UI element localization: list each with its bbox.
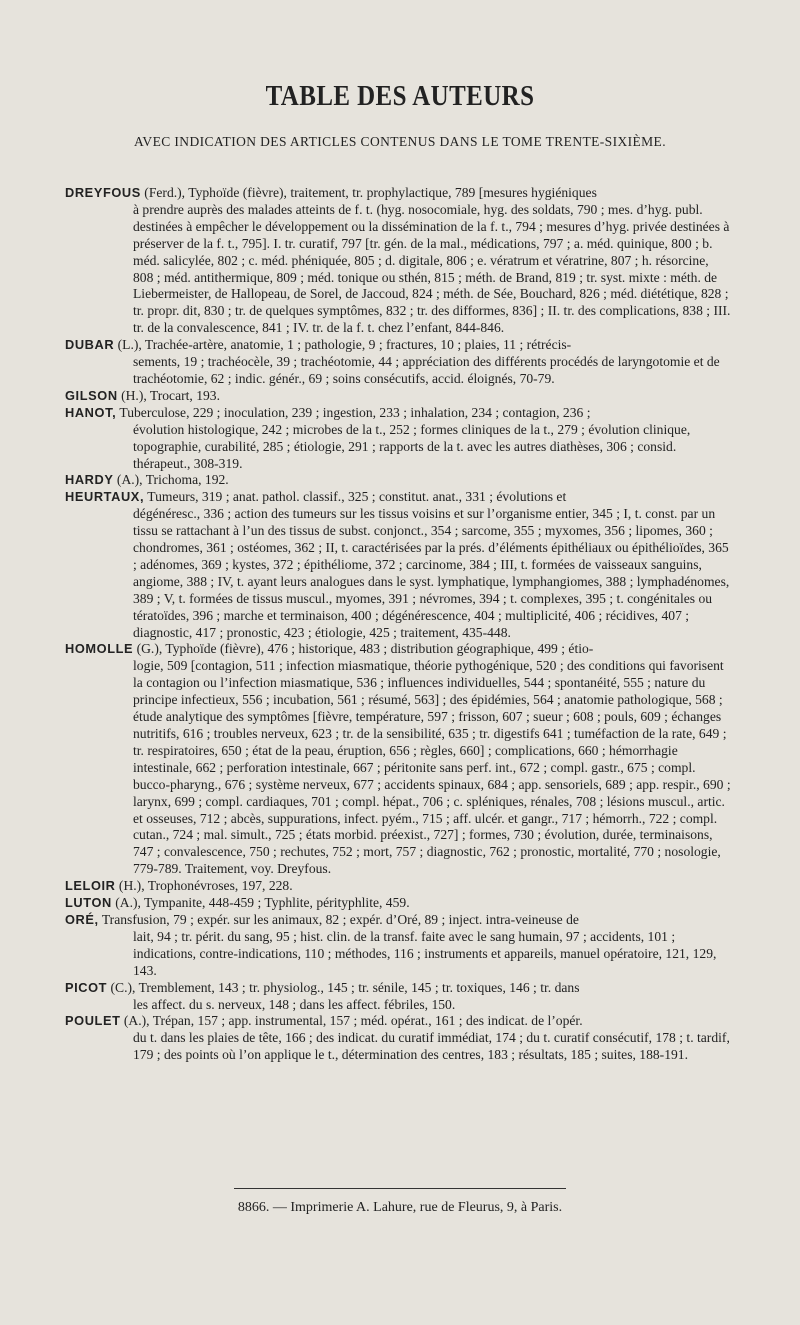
entry-first-line: (G.), Typhoïde (fièvre), 476 ; historique, 483 ; distribution géographique, 499 ; étio-: [133, 641, 594, 657]
entry-first-line: (H.), Trophonévroses, 197, 228.: [115, 878, 293, 894]
entry-first-line: Tumeurs, 319 ; anat. pathol. classif., 325 ; constitut. anat., 331 ; évolutions et: [144, 489, 567, 505]
index-entry: [65, 489, 731, 641]
footer-rule: [234, 1188, 566, 1189]
author-index: [65, 185, 731, 1064]
entry-text: sements, 19 ; trachéocèle, 39 ; trachéotomie, 44 ; appréciation des différents procédés de laryngotomie et de trachéotomie, 62 ; indic. génér., 69 ; soins consécutifs, accid. éloignés, 70-79.: [133, 354, 720, 386]
author-name: LELOIR: [65, 878, 116, 894]
entry-text: les affect. du s. nerveux, 148 ; dans les affect. fébriles, 150.: [133, 996, 456, 1012]
author-name: DUBAR: [65, 337, 115, 353]
index-entry: [65, 980, 731, 1014]
author-name: GILSON: [65, 387, 118, 403]
page-subtitle: AVEC INDICATION DES ARTICLES CONTENUS DANS LE TOME TRENTE-SIXIÈME.: [134, 134, 666, 149]
entry-first-line: (A.), Trichoma, 192.: [113, 472, 229, 488]
entry-first-line: Tuberculose, 229 ; inoculation, 239 ; ingestion, 233 ; inhalation, 234 ; contagion, 236 ;: [116, 404, 591, 420]
entry-first-line: Transfusion, 79 ; expér. sur les animaux, 82 ; expér. d’Oré, 89 ; inject. intra-veineuse de: [98, 911, 579, 927]
entry-text: évolution histologique, 242 ; microbes de la t., 252 ; formes cliniques de la t., 279 ; évolution clinique, topographie, curabilité, 285 ; étiologie, 291 ; rapports de la t. avec les autres diathèses, 306 ; consid. thérapeut., 308-319.: [133, 421, 691, 471]
author-name: HARDY: [65, 472, 114, 488]
author-name: DREYFOUS: [65, 185, 141, 200]
entry-first-line: (C.), Tremblement, 143 ; tr. physiolog., 145 ; tr. sénile, 145 ; tr. toxiques, 146 ; tr. dans: [107, 979, 580, 995]
page-title: TABLE DES AUTEURS: [265, 80, 535, 112]
entry-first-line: (Ferd.), Typhoïde (fièvre), traitement, tr. prophylactique, 789 [mesures hygiéniques: [140, 185, 597, 200]
entry-first-line: (H.), Trocart, 193.: [117, 387, 220, 403]
entry-text: à prendre auprès des malades atteints de f. t. (hyg. nosocomiale, hyg. des soldats, 790 ; mes. d’hyg. publ. destinées à empêcher le développement ou la dissémination de la f. t., 794 ; mesures d’hyg. privée destinées à préserver de la f. t., 795]. I. tr. curatif, 797 [tr. gén. de la mal., médications, 797 ; a. méd. quinique, 800 ; b. méd. salicylée, 802 ; c. méd. phéniquée, 805 ; d. digitale, 806 ; e. vératrum et vératrine, 807 ; h. résorcine, 808 ; méd. antithermique, 809 ; méd. tonique ou sthén, 815 ; méth. de Brand, 819 ; tr. syst. mixte : méth. de Liebermeister, de Hallopeau, de Sorel, de Jaccoud, 824 ; méth. de Sée, Bouchard, 826 ; méd. diététique, 828 ; tr. propr. dit, 830 ; tr. de quelques symptômes, 832 ; tr. des difformes, 836] ; II. tr. des complications, 838 ; III. tr. de la convalescence, 841 ; IV. tr. de la f. t. chez l’enfant, 844-846.: [133, 201, 731, 336]
index-entry: [65, 912, 731, 980]
index-entry: [65, 185, 731, 337]
index-entry: [65, 878, 731, 895]
author-name: POULET: [65, 1013, 121, 1029]
author-name: LUTON: [65, 895, 112, 911]
author-name: HOMOLLE: [65, 641, 134, 657]
entry-first-line: (L.), Trachée-artère, anatomie, 1 ; pathologie, 9 ; fractures, 10 ; plaies, 11 ; rétrécis-: [114, 337, 572, 353]
entry-text: dégénéresc., 336 ; action des tumeurs sur les tissus voisins et sur l’organisme entier, 345 ; I, t. const. par un tissu se rattachant à l’un des tissus de subst. conjonct., 354 ; sarcome, 355 ; myxomes, 356 ; lipomes, 360 ; chondromes, 361 ; ostéomes, 362 ; II, t. caractérisées par la prés. d’éléments épithéliaux ou épithélioïdes, 365 ; adénomes, 369 ; kystes, 372 ; épithéliome, 372 ; carcinome, 384 ; III, t. formées de vaisseaux sanguins, angiome, 388 ; IV, t. ayant leurs analogues dans le syst. lymphatique, lymphangiomes, 388 ; lymphadénomes, 389 ; V, t. formées de tissus muscul., myomes, 391 ; névromes, 394 ; t. complexes, 395 ; t. congénitales ou tératoïdes, 396 ; marche et terminaison, 400 ; dégénérescence, 404 ; multiplicité, 406 ; récidives, 407 ; diagnostic, 417 ; pronostic, 423 ; étiologie, 425 ; traitement, 435-448.: [133, 506, 730, 640]
index-entry: [65, 1013, 731, 1064]
author-name: HANOT,: [65, 404, 117, 420]
index-entry: [65, 337, 731, 388]
printer-imprint: 8866. — Imprimerie A. Lahure, rue de Fleurus, 9, à Paris.: [237, 1200, 563, 1215]
author-name: PICOT: [65, 979, 108, 995]
entry-first-line: (A.), Trépan, 157 ; app. instrumental, 157 ; méd. opérat., 161 ; des indicat. de l’opér.: [120, 1013, 583, 1029]
author-name: ORÉ,: [65, 911, 99, 927]
entry-text: du t. dans les plaies de tête, 166 ; des indicat. du curatif immédiat, 174 ; du t. curatif consécutif, 178 ; t. tardif, 179 ; des points où l’on applique le t., détermination des centres, 183 ; résultats, 185 ; suites, 188-191.: [133, 1030, 730, 1063]
index-entry: [65, 472, 731, 489]
entry-first-line: (A.), Tympanite, 448-459 ; Typhlite, pérityphlite, 459.: [111, 895, 410, 911]
entry-text: logie, 509 [contagion, 511 ; infection miasmatique, théorie pythogénique, 520 ; des conditions qui favorisent la contagion ou l’infection miasmatique, 536 ; influences individuelles, 544 ; spontanéité, 555 ; nature du principe infectieux, 556 ; incubation, 561 ; résumé, 563] ; des épidémies, 564 ; anatomie pathologique, 568 ; étude analytique des symptômes [fièvre, température, 597 ; frisson, 607 ; sueur ; 608 ; pouls, 609 ; échanges nutritifs, 616 ; troubles nerveux, 623 ; tr. de la sensibilité, 635 ; tr. digestifs 641 ; tuméfaction de la rate, 649 ; tr. respiratoires, 650 ; état de la peau, éruption, 656 ; règles, 660] ; complications, 660 ; hémorrhagie intestinale, 662 ; perforation intestinale, 667 ; péritonite sans perf. int., 672 ; compl. gastr., 675 ; compl. bucco-pharyng., 676 ; système nerveux, 677 ; accidents spinaux, 684 ; app. sensoriels, 689 ; app. respir., 690 ; larynx, 699 ; compl. cardiaques, 701 ; compl. hépat., 706 ; c. spléniques, rénales, 708 ; lésions muscul., artic. et osseuses, 712 ; abcès, suppurations, infect. pyém., 715 ; aff. ulcér. et gangr., 717 ; hémorrh., 722 ; compl. cutan., 724 ; mal. simult., 725 ; états morbid. préexist., 727] ; formes, 730 ; évolution, durée, terminaisons, 747 ; convalescence, 750 ; rechutes, 752 ; mort, 757 ; diagnostic, 762 ; pronostic, mortalité, 770 ; nosologie, 779-789. Traitement, voy. Dreyfous.: [133, 658, 731, 877]
index-entry: [65, 405, 731, 473]
index-entry: [65, 388, 731, 405]
author-name: HEURTAUX,: [65, 489, 145, 505]
index-entry: [65, 895, 731, 912]
index-entry: [65, 641, 731, 878]
entry-text: lait, 94 ; tr. périt. du sang, 95 ; hist. clin. de la transf. faite avec le sang humain, 97 ; accidents, 101 ; indications, contre-indications, 110 ; méthodes, 116 ; instruments et appareils, manuel opératoire, 121, 129, 143.: [133, 928, 717, 978]
